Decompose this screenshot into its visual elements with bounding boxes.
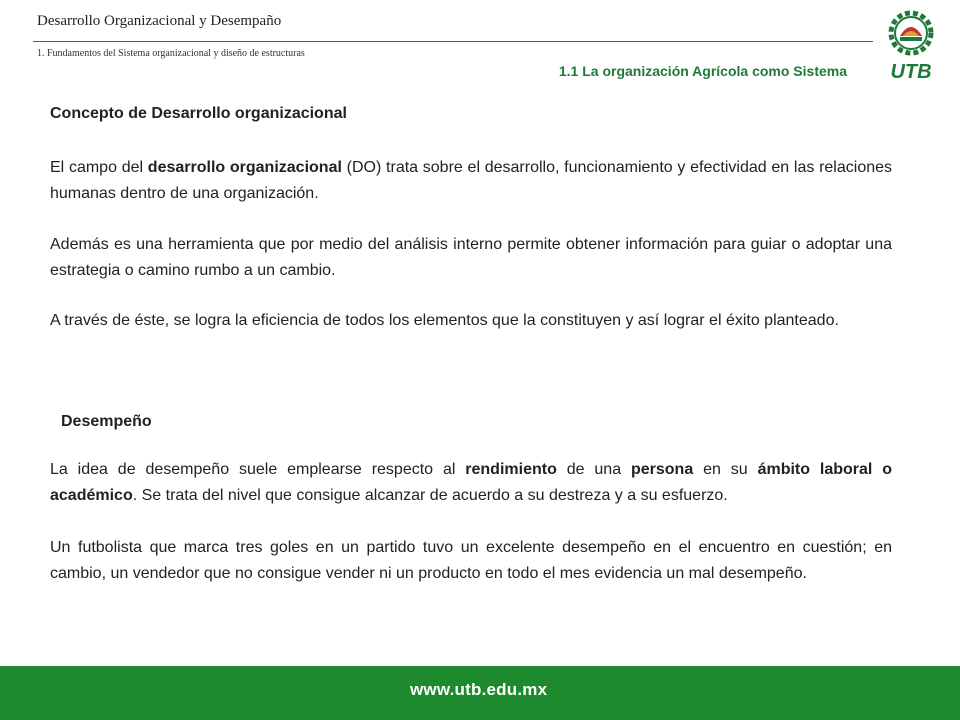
text-run: La idea de desempeño suele emplearse respecto al	[50, 461, 466, 478]
text-run: en su	[693, 461, 758, 478]
paragraph-desempeno-definition	[50, 457, 892, 509]
paragraph-do-tool: Además es una herramienta que por medio del análisis interno permite obtener información para guiar o adoptar una estrategia o camino rumbo a un cambio.	[50, 236, 892, 279]
unit-subtitle: 1. Fundamentos del Sistema organizacional y diseño de estructuras	[37, 48, 305, 59]
header-divider	[33, 41, 873, 42]
bold-term: ámbito laboral o académico	[50, 461, 893, 504]
text-run: (DO) trata sobre el desarrollo, funcionamiento y efectividad en las relaciones humanas dentro de una organización.	[50, 159, 893, 202]
section-tag: 1.1 La organización Agrícola como Sistema	[558, 63, 847, 79]
text-run: . Se trata del nivel que consigue alcanzar de acuerdo a su destreza y a su esfuerzo.	[132, 487, 728, 504]
course-title: Desarrollo Organizacional y Desempaño	[37, 13, 282, 29]
paragraph-desempeno-example: Un futbolista que marca tres goles en un partido tuvo un excelente desempeño en el encuentro en cuestión; en cambio, un vendedor que no consigue vender ni un producto en todo el mes evidencia un mal desempeño.	[50, 539, 892, 582]
utb-logo-icon	[876, 6, 946, 82]
heading-desempeno: Desempeño	[61, 413, 152, 430]
heading-desarrollo-organizacional: Concepto de Desarrollo organizacional	[50, 105, 347, 122]
bold-term: persona	[630, 461, 694, 478]
paragraph-do-efficiency: A través de éste, se logra la eficiencia de todos los elementos que la constituyen y así lograr el éxito planteado.	[50, 312, 839, 329]
bold-term: rendimiento	[465, 461, 557, 478]
text-run: de una	[556, 461, 631, 478]
bold-term: desarrollo organizacional	[147, 159, 342, 176]
paragraph-do-definition	[50, 155, 892, 207]
footer-bar	[0, 666, 960, 720]
footer-url-link[interactable]: www.utb.edu.mx	[410, 680, 548, 699]
logo-text: UTB	[890, 61, 932, 82]
text-run: El campo del	[50, 159, 148, 176]
utb-logo	[876, 6, 946, 82]
